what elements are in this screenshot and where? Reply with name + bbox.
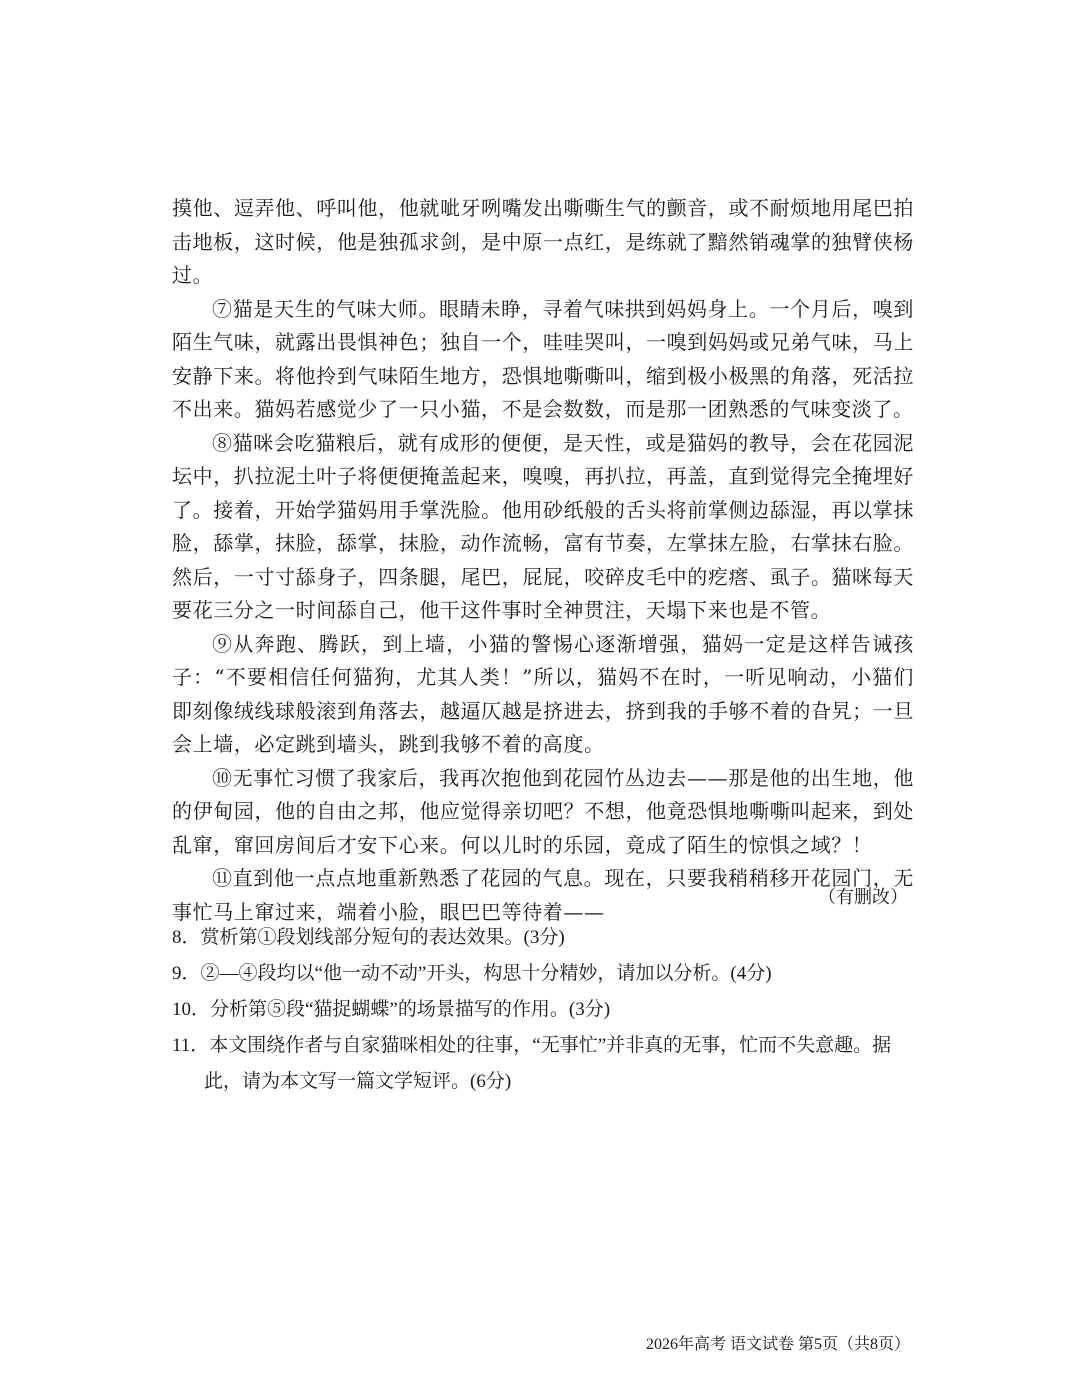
passage-paragraph-8: ⑧猫咪会吃猫粮后，就有成形的便便，是天性，或是猫妈的教导，会在花园泥坛中，扒拉泥土叶子将便便掩盖起来，嗅嗅，再扒拉，再盖，直到觉得完全掩埋好了。接着，开始学猫妈用手掌洗脸。他用砂纸般的舌头将前掌侧边舔湿，再以掌抹脸，舔掌，抹脸，舔掌，抹脸，动作流畅，富有节奏，左掌抹左脸，右掌抹右脸。然后，一寸寸舔身子，四条腿，尾巴，屁屁，咬碎皮毛中的疙瘩、虱子。猫咪每天要花三分之一时间舔自己，他干这件事时全神贯注，天塌下来也是不管。 — [172, 430, 914, 622]
question-11: 11．本文围绕作者与自家猫咪相处的往事，“无事忙”并非真的无事，忙而不失意趣。据此，请为本文写一篇文学短评。(6分) — [172, 1035, 892, 1092]
page-footer: 2026年高考 语文试卷 第5页（共8页） — [645, 1336, 910, 1353]
passage-paragraph-continued: 摸他、逗弄他、呼叫他，他就呲牙咧嘴发出嘶嘶生气的颤音，或不耐烦地用尾巴拍击地板，这时候，他是独孤求剑，是中原一点红，是练就了黯然销魂掌的独臂侠杨过。 — [172, 196, 914, 287]
passage-paragraph-7: ⑦猫是天生的气味大师。眼睛未睁，寻着气味拱到妈妈身上。一个月后，嗅到陌生气味，就露出畏惧神色；独自一个，哇哇哭叫，一嗅到妈妈或兄弟气味，马上安静下来。将他拎到气味陌生地方，恐惧地嘶嘶叫，缩到极小极黑的角落，死活拉不出来。猫妈若感觉少了一只小猫，不是会数数，而是那一团熟悉的气味变淡了。 — [172, 296, 914, 421]
passage-paragraph-10: ⑩无事忙习惯了我家后，我再次抱他到花园竹丛边去——那是他的出生地，他的伊甸园，他的自由之邦，他应觉得亲切吧？不想，他竟恐惧地嘶嘶叫起来，到处乱窜，窜回房间后才安下心来。何以儿时的乐园，竟成了陌生的惊惧之域？！ — [172, 765, 914, 857]
passage-paragraph-9: ⑨从奔跑、腾跃，到上墙，小猫的警惕心逐渐增强，猫妈一定是这样告诫孩子：“不要相信任何猫狗，尤其人类！”所以，猫妈不在时，一听见响动，小猫们即刻像绒线球般滚到角落去，越逼仄越是挤进去，挤到我的手够不着的旮旯；一旦会上墙，必定跳到墙头，跳到我够不着的高度。 — [172, 631, 914, 756]
question-9: 9．②—④段均以“他一动不动”开头，构思十分精妙，请加以分析。(4分) — [172, 963, 772, 984]
question-list — [172, 920, 914, 1100]
question-10: 10．分析第⑤段“猫捉蝴蝶”的场景描写的作用。(3分) — [172, 999, 611, 1020]
abridged-note: （有删改） — [818, 887, 908, 908]
reading-passage — [172, 192, 914, 929]
question-8: 8．赏析第①段划线部分短句的表达效果。(3分) — [172, 927, 565, 948]
passage-paragraph-11: ⑪直到他一点点地重新熟悉了花园的气息。现在，只要我稍稍移开花园门，无事忙马上窜过来，端着小脸，眼巴巴等待着—— — [172, 866, 914, 924]
